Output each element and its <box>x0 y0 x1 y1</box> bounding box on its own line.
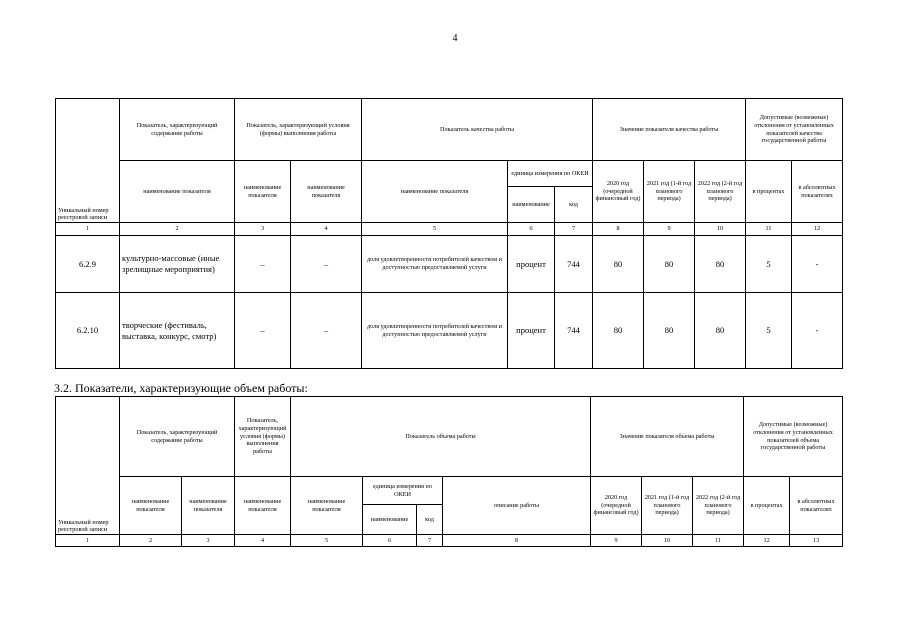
column-number: 12 <box>744 535 790 547</box>
column-number: 7 <box>417 535 443 547</box>
column-number: 6 <box>363 535 417 547</box>
content-indicator-value: культурно-массовые (иные зрелищные мероприятия) <box>120 236 235 293</box>
unit-name: процент <box>508 236 555 293</box>
unit-name: процент <box>508 293 555 369</box>
registry-code: 6.2.10 <box>56 293 120 369</box>
condition-value-2: – <box>291 236 362 293</box>
header-conditions-indicator: Показатель, характеризующий условия (формы) выполнения работы <box>235 397 291 477</box>
column-number: 7 <box>555 223 593 236</box>
header-volume-values: Значение показателя объема работы <box>591 397 744 477</box>
header-volume-indicator: Показатель объема работы <box>291 397 591 477</box>
condition-value-1: – <box>235 293 291 369</box>
header-year-2021: 2021 год (1-й год планового периода) <box>642 477 693 535</box>
header-registry-number: Уникальный номер реестровой записи <box>56 397 120 535</box>
value-2021: 80 <box>644 293 695 369</box>
unit-code: 744 <box>555 236 593 293</box>
header-year-2022: 2022 год (2-й год планового периода) <box>695 161 746 223</box>
column-number: 10 <box>642 535 693 547</box>
header-okei-code: код <box>417 505 443 535</box>
value-2022: 80 <box>695 293 746 369</box>
column-number: 6 <box>508 223 555 236</box>
table-row <box>56 236 843 293</box>
header-condition-name: наименование показателя <box>235 477 291 535</box>
table-row <box>56 293 843 369</box>
column-number: 4 <box>291 223 362 236</box>
column-number: 1 <box>56 223 120 236</box>
column-number: 11 <box>693 535 744 547</box>
header-deviations: Допустимые (возможные) отклонения от установленных показателей объема государственной работы <box>744 397 843 477</box>
unit-code: 744 <box>555 293 593 369</box>
value-2022: 80 <box>695 236 746 293</box>
header-content-name-2: наименование показателя <box>182 477 235 535</box>
section-title: 3.2. Показатели, характеризующие объем работы: <box>54 381 308 395</box>
header-registry-number: Уникальный номер реестровой записи <box>56 99 120 223</box>
header-year-2020: 2020 год (очередной финансовый год) <box>593 161 644 223</box>
header-deviations: Допустимые (возможные) отклонения от установленных показателей качества государственной работы <box>746 99 843 161</box>
header-in-percent: в процентах <box>744 477 790 535</box>
column-numbers-row <box>56 223 843 236</box>
header-volume-name: наименование показателя <box>291 477 363 535</box>
header-content-indicator: Показатель, характеризующий содержание работы <box>120 397 235 477</box>
header-okei-name: наименование <box>508 187 555 223</box>
quality-indicator-value: доля удовлетворенности потребителей качеством и доступностью предоставляемой услуги <box>362 236 508 293</box>
page-number: 4 <box>452 33 458 44</box>
value-2020: 80 <box>593 236 644 293</box>
header-quality-values: Значение показателя качества работы <box>593 99 746 161</box>
column-number: 8 <box>443 535 591 547</box>
column-number: 2 <box>120 535 182 547</box>
column-number: 1 <box>56 535 120 547</box>
deviation-absolute: - <box>792 293 843 369</box>
header-quality-name: наименование показателя <box>362 161 508 223</box>
column-number: 12 <box>792 223 843 236</box>
header-conditions-indicator: Показатель, характеризующий условия (формы) выполнения работы <box>235 99 362 161</box>
header-in-percent: в процентах <box>746 161 792 223</box>
column-number: 11 <box>746 223 792 236</box>
column-numbers-row <box>56 535 843 547</box>
column-number: 5 <box>291 535 363 547</box>
header-work-description: описание работы <box>443 477 591 535</box>
header-okei-name: наименование <box>363 505 417 535</box>
deviation-percent: 5 <box>746 236 792 293</box>
header-okei-unit: единица измерения по ОКЕИ <box>363 477 443 505</box>
value-2020: 80 <box>593 293 644 369</box>
condition-value-2: – <box>291 293 362 369</box>
deviation-percent: 5 <box>746 293 792 369</box>
header-okei-code: код <box>555 187 593 223</box>
volume-indicators-table <box>55 396 843 547</box>
value-2021: 80 <box>644 236 695 293</box>
header-year-2020: 2020 год (очередной финансовый год) <box>591 477 642 535</box>
column-number: 9 <box>591 535 642 547</box>
header-indicator-name: наименование показателя <box>120 161 235 223</box>
column-number: 10 <box>695 223 746 236</box>
column-number: 8 <box>593 223 644 236</box>
header-okei-unit: единица измерения по ОКЕИ <box>508 161 593 187</box>
header-content-name-1: наименование показателя <box>120 477 182 535</box>
column-number: 3 <box>182 535 235 547</box>
header-condition-name-2: наименование показателя <box>291 161 362 223</box>
column-number: 4 <box>235 535 291 547</box>
header-content-indicator: Показатель, характеризующий содержание работы <box>120 99 235 161</box>
column-number: 3 <box>235 223 291 236</box>
column-number: 13 <box>790 535 843 547</box>
condition-value-1: – <box>235 236 291 293</box>
header-quality-indicator: Показатель качества работы <box>362 99 593 161</box>
header-year-2021: 2021 год (1-й год планового периода) <box>644 161 695 223</box>
header-in-absolute: в абсолютных показателях <box>792 161 843 223</box>
column-number: 9 <box>644 223 695 236</box>
header-year-2022: 2022 год (2-й год планового периода) <box>693 477 744 535</box>
deviation-absolute: - <box>792 236 843 293</box>
column-number: 5 <box>362 223 508 236</box>
quality-indicator-value: доля удовлетворенности потребителей качеством и доступностью предоставляемой услуги <box>362 293 508 369</box>
header-condition-name-1: наименование показателя <box>235 161 291 223</box>
content-indicator-value: творческие (фестиваль, выставка, конкурс, смотр) <box>120 293 235 369</box>
registry-code: 6.2.9 <box>56 236 120 293</box>
header-in-absolute: в абсолютных показателях <box>790 477 843 535</box>
quality-indicators-table <box>55 98 843 369</box>
column-number: 2 <box>120 223 235 236</box>
